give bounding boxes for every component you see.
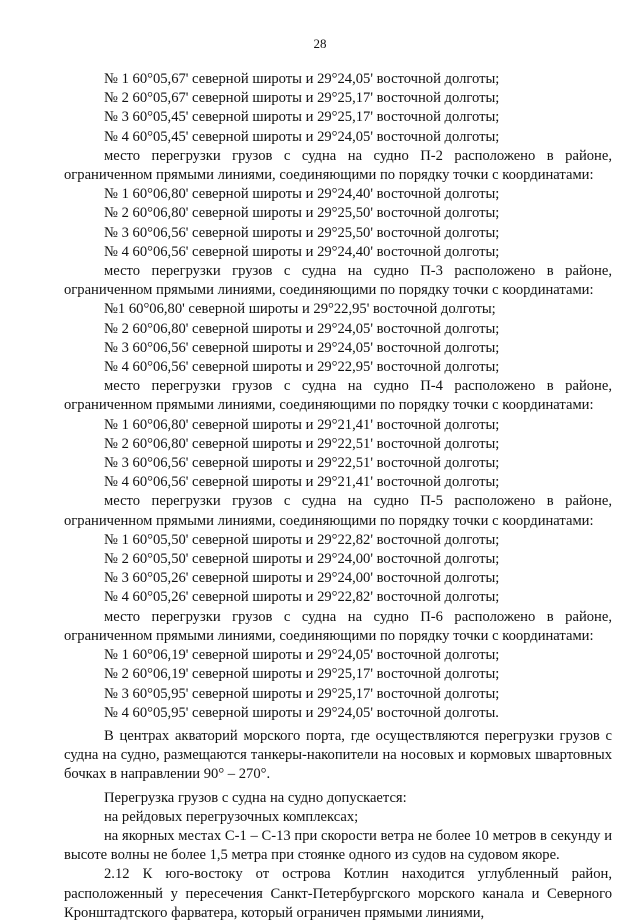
coordinate-line: № 2 60°05,50' северной широты и 29°24,00' восточной долготы; (104, 551, 500, 568)
coordinate-line: № 4 60°06,56' северной широты и 29°24,40' восточной долготы; (104, 243, 500, 260)
coordinate-line: № 4 60°06,56' северной широты и 29°22,95' восточной долготы; (104, 359, 500, 376)
text-paragraph: Перегрузка грузов с судна на судно допускается: (104, 789, 407, 806)
text-paragraph: на якорных местах С-1 – С-13 при скорости ветра не более 10 метров в секунду и высоте волны не более 1,5 метра при стоянке одного из судов на судовом якоре. (64, 827, 612, 864)
coordinate-line: № 3 60°05,45' северной широты и 29°25,17' восточной долготы; (104, 109, 500, 126)
coordinate-line: № 4 60°05,26' северной широты и 29°22,82' восточной долготы; (104, 589, 500, 606)
coordinate-line: № 1 60°05,50' северной широты и 29°22,82' восточной долготы; (104, 531, 500, 548)
coordinate-line: № 2 60°06,80' северной широты и 29°22,51' восточной долготы; (104, 435, 500, 452)
coordinate-line: № 1 60°06,19' северной широты и 29°24,05' восточной долготы; (104, 647, 500, 664)
coordinate-line: № 1 60°05,67' северной широты и 29°24,05' восточной долготы; (104, 71, 500, 87)
coordinate-line: № 2 60°06,80' северной широты и 29°25,50' восточной долготы; (104, 205, 500, 222)
coordinate-line: № 3 60°05,26' северной широты и 29°24,00' восточной долготы; (104, 570, 500, 587)
coordinate-line: № 2 60°05,67' северной широты и 29°25,17' восточной долготы; (104, 90, 500, 107)
text-paragraph: В центрах акваторий морского порта, где осуществляются перегрузки грузов с судна на судно, размещаются танкеры-накопители на носовых и кормовых швартовных бочках в направлении 90° – 270°. (64, 727, 612, 783)
text-paragraph: место перегрузки грузов с судна на судно П-5 расположено в районе, ограниченном прямыми линиями, соединяющими по порядку точки с координатами: (64, 493, 612, 529)
page-number: 28 (313, 36, 327, 51)
coordinate-line: № 2 60°06,19' северной широты и 29°25,17' восточной долготы; (104, 666, 500, 683)
coordinate-line: № 4 60°05,45' северной широты и 29°24,05' восточной долготы; (104, 128, 500, 145)
coordinate-line: № 3 60°06,56' северной широты и 29°25,50' восточной долготы; (104, 224, 500, 241)
text-paragraph: 2.12 К юго-востоку от острова Котлин находится углубленный район, расположенный у пересечения Санкт-Петербургского морского канала и Северного Кронштадтского фарватера, который ограничен прямыми линиями, (64, 866, 612, 921)
document-body (64, 70, 612, 923)
coordinate-line: № 1 60°06,80' северной широты и 29°21,41' восточной долготы; (104, 416, 500, 433)
text-paragraph: место перегрузки грузов с судна на судно П-2 расположено в районе, ограниченном прямыми линиями, соединяющими по порядку точки с координатами: (64, 147, 612, 184)
coordinate-line: № 4 60°05,95' северной широты и 29°24,05' восточной долготы. (104, 704, 499, 721)
coordinate-line: № 3 60°06,56' северной широты и 29°22,51' восточной долготы; (104, 455, 500, 472)
coordinate-line: № 3 60°06,56' северной широты и 29°24,05' восточной долготы; (104, 339, 500, 356)
text-paragraph: место перегрузки грузов с судна на судно П-3 расположено в районе, ограниченном прямыми линиями, соединяющими по порядку точки с координатами: (64, 263, 612, 299)
coordinate-line: № 2 60°06,80' северной широты и 29°24,05' восточной долготы; (104, 320, 500, 337)
text-paragraph: место перегрузки грузов с судна на судно П-6 расположено в районе, ограниченном прямыми линиями, соединяющими по порядку точки с координатами: (64, 608, 612, 644)
coordinate-line: № 4 60°06,56' северной широты и 29°21,41' восточной долготы; (104, 474, 500, 491)
coordinate-line: № 1 60°06,80' северной широты и 29°24,40' восточной долготы; (104, 186, 500, 203)
coordinate-line: № 3 60°05,95' северной широты и 29°25,17' восточной долготы; (104, 685, 500, 702)
text-paragraph: на рейдовых перегрузочных комплексах; (104, 808, 359, 825)
coordinate-line: №1 60°06,80' северной широты и 29°22,95' восточной долготы; (104, 301, 496, 318)
text-paragraph: место перегрузки грузов с судна на судно П-4 расположено в районе, ограниченном прямыми линиями, соединяющими по порядку точки с координатами: (64, 378, 612, 414)
